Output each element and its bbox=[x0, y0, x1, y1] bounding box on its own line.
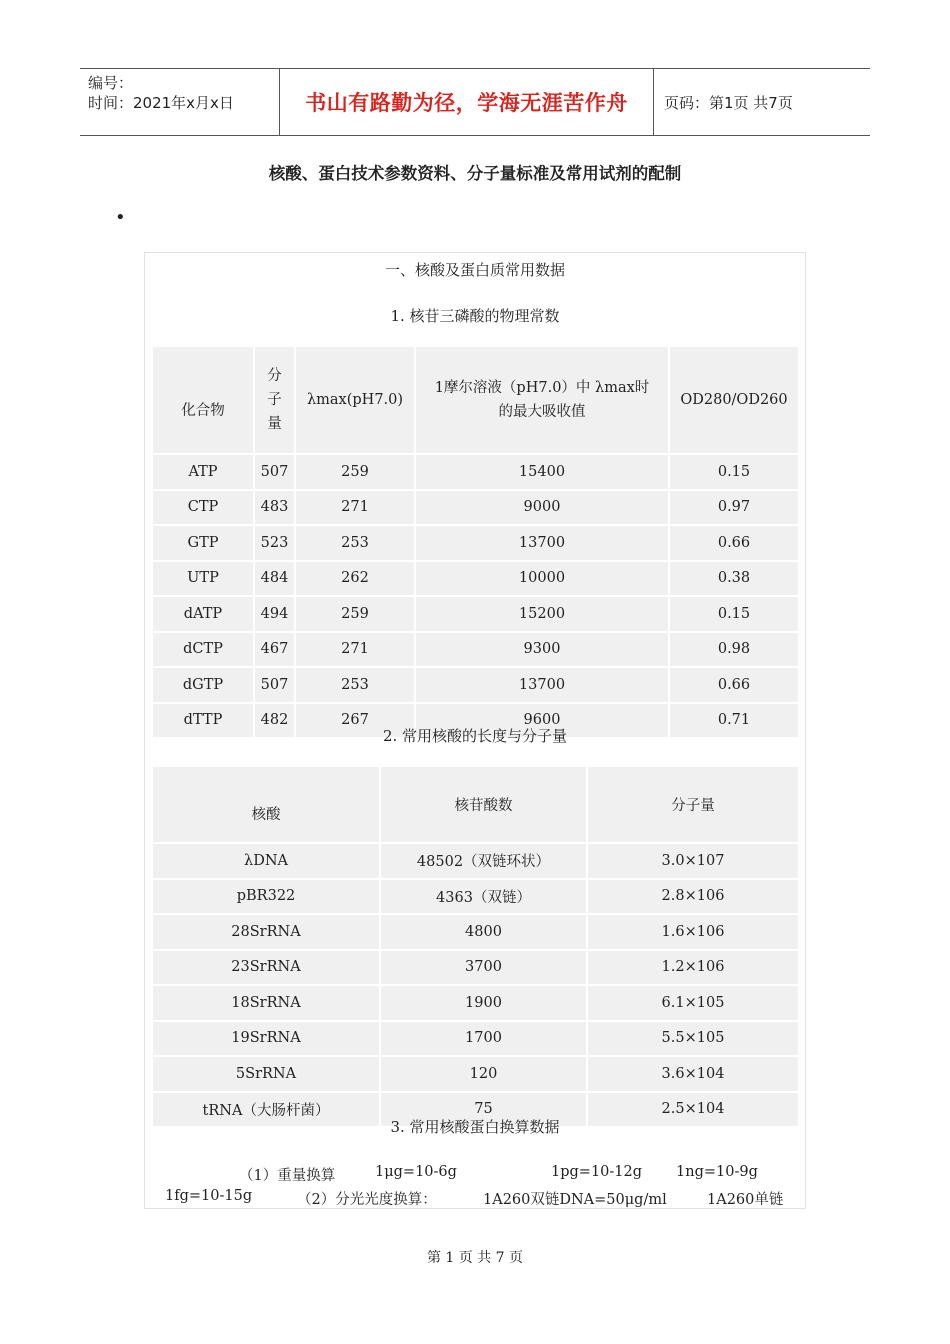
time-label: 时间：2021年x月x日 bbox=[88, 94, 234, 112]
number-label: 编号： bbox=[88, 74, 134, 92]
table-cell: 4800 bbox=[381, 915, 586, 949]
header-motto: 书山有路勤为径，学海无涯苦作舟 bbox=[280, 69, 654, 135]
table-cell: dGTP bbox=[153, 668, 253, 702]
table-cell: 483 bbox=[255, 491, 294, 525]
section3-title: 3. 常用核酸蛋白换算数据 bbox=[390, 1118, 560, 1136]
table-row bbox=[153, 951, 798, 985]
document-title: 核酸、蛋白技术参数资料、分子量标准及常用试剂的配制 bbox=[268, 164, 682, 183]
table-row bbox=[153, 562, 798, 596]
table-cell: 271 bbox=[296, 633, 414, 667]
bullet-point: • bbox=[115, 207, 126, 228]
table-cell: 267 bbox=[296, 704, 414, 738]
table-cell: 259 bbox=[296, 455, 414, 489]
page-header bbox=[80, 68, 870, 136]
table-cell: 0.66 bbox=[670, 526, 798, 560]
table-cell: ATP bbox=[153, 455, 253, 489]
header-cell: 核酸 bbox=[153, 767, 379, 842]
conversion-text: 1pg=10-12g bbox=[551, 1164, 643, 1180]
table2-title: 2. 常用核酸的长度与分子量 bbox=[382, 727, 568, 745]
table-header-row bbox=[153, 347, 798, 453]
table-cell: 6.1×105 bbox=[588, 986, 798, 1020]
table-cell: 9600 bbox=[416, 704, 668, 738]
table-cell: 484 bbox=[255, 562, 294, 596]
table-row bbox=[153, 915, 798, 949]
table-cell: pBR322 bbox=[153, 880, 379, 914]
table-cell: dTTP bbox=[153, 704, 253, 738]
table-row bbox=[153, 597, 798, 631]
table-row bbox=[153, 1022, 798, 1056]
nucleotide-table bbox=[151, 345, 800, 739]
table-cell: 5.5×105 bbox=[588, 1022, 798, 1056]
table-cell: 0.97 bbox=[670, 491, 798, 525]
table-cell: 253 bbox=[296, 668, 414, 702]
table-cell: dCTP bbox=[153, 633, 253, 667]
table-cell: 523 bbox=[255, 526, 294, 560]
conversion-text: 1fg=10-15g bbox=[165, 1188, 253, 1204]
table-cell: 75 bbox=[381, 1093, 586, 1127]
table-cell: 494 bbox=[255, 597, 294, 631]
table-cell: 0.71 bbox=[670, 704, 798, 738]
table-cell: 48502（双链环状） bbox=[381, 844, 586, 878]
header-cell: 核苷酸数 bbox=[381, 767, 586, 842]
table-cell: 467 bbox=[255, 633, 294, 667]
table-cell: 271 bbox=[296, 491, 414, 525]
table-cell: 3700 bbox=[381, 951, 586, 985]
table-cell: 13700 bbox=[416, 668, 668, 702]
header-cell: 1摩尔溶液（pH7.0）中 λmax时 的最大吸收值 bbox=[416, 347, 668, 453]
table-row bbox=[153, 668, 798, 702]
table-cell: 0.38 bbox=[670, 562, 798, 596]
table-cell: 13700 bbox=[416, 526, 668, 560]
table-row bbox=[153, 455, 798, 489]
page-footer: 第 1 页 共 7 页 bbox=[426, 1250, 524, 1266]
table-cell: 3.0×107 bbox=[588, 844, 798, 878]
table-cell: 15200 bbox=[416, 597, 668, 631]
table-cell: 23SrRNA bbox=[153, 951, 379, 985]
conversion-text: 1A260单链 bbox=[707, 1192, 784, 1208]
conversion-text: 1μg=10-6g bbox=[375, 1164, 457, 1180]
table-cell: λDNA bbox=[153, 844, 379, 878]
table-cell: dATP bbox=[153, 597, 253, 631]
table-cell: GTP bbox=[153, 526, 253, 560]
table-row bbox=[153, 633, 798, 667]
table-row bbox=[153, 526, 798, 560]
conversion-text: 1ng=10-9g bbox=[676, 1164, 758, 1180]
table-cell: 1900 bbox=[381, 986, 586, 1020]
section-title: 一、核酸及蛋白质常用数据 bbox=[384, 261, 565, 279]
table-cell: 507 bbox=[255, 455, 294, 489]
table-cell: 507 bbox=[255, 668, 294, 702]
table-cell: 120 bbox=[381, 1057, 586, 1091]
table-cell: 253 bbox=[296, 526, 414, 560]
header-page-label: 页码：第1页 共7页 bbox=[664, 93, 793, 112]
table-row bbox=[153, 491, 798, 525]
header-cell: 分子量 bbox=[588, 767, 798, 842]
header-cell: 分 子 量 bbox=[255, 347, 294, 453]
table-cell: 9000 bbox=[416, 491, 668, 525]
table-cell: 0.15 bbox=[670, 455, 798, 489]
table-cell: 28SrRNA bbox=[153, 915, 379, 949]
table-cell: 10000 bbox=[416, 562, 668, 596]
table-row bbox=[153, 844, 798, 878]
table-cell: 2.5×104 bbox=[588, 1093, 798, 1127]
table-cell: 1.6×106 bbox=[588, 915, 798, 949]
table-header-row bbox=[153, 767, 798, 842]
table-cell: 9300 bbox=[416, 633, 668, 667]
table-cell: 2.8×106 bbox=[588, 880, 798, 914]
table-cell: 262 bbox=[296, 562, 414, 596]
header-cell: λmax(pH7.0) bbox=[296, 347, 414, 453]
table-cell: tRNA（大肠杆菌） bbox=[153, 1093, 379, 1127]
table-cell: 482 bbox=[255, 704, 294, 738]
header-cell: OD280/OD260 bbox=[670, 347, 798, 453]
content-frame bbox=[144, 252, 806, 1209]
table-row bbox=[153, 1057, 798, 1091]
table-cell: 1.2×106 bbox=[588, 951, 798, 985]
table-cell: 15400 bbox=[416, 455, 668, 489]
table-cell: 5SrRNA bbox=[153, 1057, 379, 1091]
header-cell: 化合物 bbox=[153, 347, 253, 453]
header-meta bbox=[80, 69, 280, 135]
table-cell: 19SrRNA bbox=[153, 1022, 379, 1056]
table1-title: 1. 核苷三磷酸的物理常数 bbox=[390, 307, 560, 325]
table-cell: 4363（双链） bbox=[381, 880, 586, 914]
table-cell: 259 bbox=[296, 597, 414, 631]
table-cell: UTP bbox=[153, 562, 253, 596]
table-cell: 1700 bbox=[381, 1022, 586, 1056]
table-cell: 18SrRNA bbox=[153, 986, 379, 1020]
table-cell: 0.15 bbox=[670, 597, 798, 631]
conversion-text: 1A260双链DNA=50μg/ml bbox=[483, 1192, 667, 1208]
table-row bbox=[153, 986, 798, 1020]
table-cell: 3.6×104 bbox=[588, 1057, 798, 1091]
conversion-text: （1）重量换算 bbox=[239, 1168, 336, 1184]
table-cell: 0.66 bbox=[670, 668, 798, 702]
table-cell: 0.98 bbox=[670, 633, 798, 667]
conversion-text: （2）分光光度换算： bbox=[297, 1192, 437, 1208]
nucleic-acid-table bbox=[151, 765, 800, 1128]
table-row bbox=[153, 880, 798, 914]
table-cell: CTP bbox=[153, 491, 253, 525]
